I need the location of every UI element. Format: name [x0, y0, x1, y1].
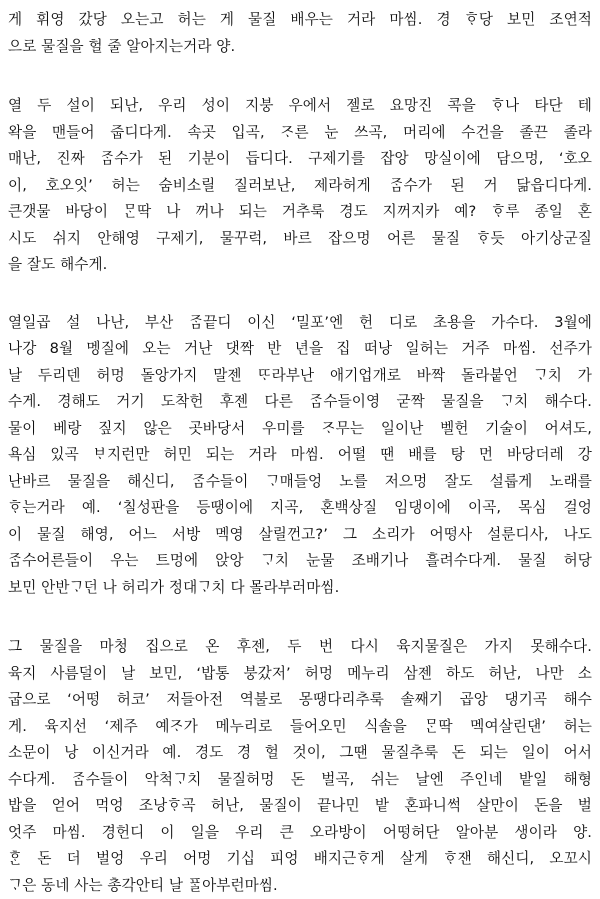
text-line: 시도 쉬지 안해영 구제기, 물꾸럭, 바르 잡으멍 어른 물질 ᄒᆞ듯 아기상군질 [8, 226, 592, 253]
text-line: 으로 물질을 헐 줄 알아지는거라 양. [8, 34, 592, 61]
text-line: 소문이 낭 이신거라 예. 경도 경 헐 것이, 그땐 물질추룩 돈 되는 일이 어서 [8, 740, 592, 767]
text-line: 물이 베랑 짚지 않은 곳바당서 우미를 ᄌᆞ무는 일이난 벨헌 기술이 어셔도, [8, 416, 592, 443]
paragraph-2 [8, 93, 592, 279]
text-line: ᄀᆞ은 동네 사는 총각안티 날 ᄑᆞᆯ아부런마씸. [8, 873, 592, 899]
paragraph-spacer [8, 601, 592, 634]
text-line: 나강 8월 멩질에 오는 거난 댓짝 반 년을 집 떠낭 일허는 거주 마씸. 선주가 [8, 336, 592, 363]
text-line: 수게. 경해도 거기 도착헌 후젠 다른 ᄌᆞᆷ수들이영 굳짝 물질을 ᄀᆞ치 해수다. [8, 389, 592, 416]
text-line: 굽으로 ‘어떵 허코’ 저들아전 역불로 몽땡다리추룩 솔째기 곱앙 댕기곡 해수 [8, 687, 592, 714]
text-line: 왁을 맨들어 줍디다게. 속곳 입곡, ᄌᆞ른 눈 쓰곡, 머리에 수건을 졸끈 졸라 [8, 120, 592, 147]
text-line: ᄒᆞ는거라 예. ‘칠성판을 등땡이에 지곡, 혼백상질 임댕이에 이곡, 목심 걸엉 [8, 495, 592, 522]
text-line: 난바르 물질을 해신디, ᄌᆞᆷ수들이 ᄀᆞ매들엉 노를 저으멍 잘도 설룹게 노래를 [8, 469, 592, 496]
text-line: 게 휘영 갔당 오는고 허는 게 물질 배우는 거라 마씸. 경 ᄒᆞ당 보민 조연적 [8, 7, 592, 34]
paragraph-1 [8, 7, 592, 60]
text-line: 이, 호오잇’ 허는 숨비소릴 질러보난, 제라허게 ᄌᆞᆷ수가 된 거 닮읍디다게. [8, 173, 592, 200]
paragraph-3 [8, 310, 592, 602]
text-line: 매난, 진짜 ᄌᆞᆷ수가 된 기분이 듭디다. 구제기를 잡앙 망실이에 담으멍, ‘호오 [8, 146, 592, 173]
text-line: 육지 사름덜이 날 보민, ‘밥통 붕갔저’ 허멍 메누리 삼젠 하도 허난, 나만 소 [8, 661, 592, 688]
text-line: ᄌᆞᆷ수어른들이 우는 트멍에 앉앙 ᄀᆞ치 눈물 조배기나 흘려수다게. 물질 허당 [8, 548, 592, 575]
paragraph-4 [8, 634, 592, 899]
text-line: 이 물질 해영, 어느 서방 멕영 살릴껀고?’ 그 소리가 어떵사 설룬디사, 나도 [8, 522, 592, 549]
text-line: ᄒᆞᆫ 돈 더 벌엉 우리 어멍 기십 피엉 배지근ᄒᆞ게 살게 ᄒᆞ잰 해신디, 오꼬시 [8, 846, 592, 873]
text-line: 욕심 있곡 ᄇᆞ지런만 허민 되는 거라 마씸. 어떨 땐 배를 탕 먼 바당더레 강 [8, 442, 592, 469]
text-line: 큰갯물 바당이 ᄆᆞᆫ딱 나 꺼나 되는 거추룩 경도 지꺼지카 예? ᄒᆞ루 종일 혼 [8, 199, 592, 226]
text-line: 그 물질을 마청 집으로 온 후젠, 두 번 다시 육지물질은 가지 못해수다. [8, 634, 592, 661]
text-line: 게. 육지선 ‘제주 예ᄌᆞ가 메누리로 들어오민 식솔을 ᄆᆞᆫ딱 멕여살린댄’ 허는 [8, 714, 592, 741]
text-line: 엇주 마씸. 경헌디 이 일을 우리 큰 오라방이 어떵허단 알아분 생이라 양. [8, 820, 592, 847]
text-line: 열 두 설이 되난, 우리 성이 지붕 우에서 젤로 요망진 콕을 ᄒᆞ나 타단 테 [8, 93, 592, 120]
text-line: 수다게. ᄌᆞᆷ수들이 악척ᄀᆞ치 물질허멍 돈 벌곡, 쉬는 날엔 주인네 밭일 해형 [8, 767, 592, 794]
text-line: 열일곱 설 나난, 부산 ᄌᆞᆷ끝디 이신 ‘밀포’엔 헌 디로 초용을 가수다. 3월에 [8, 310, 592, 337]
text-line: 밥을 얻어 먹엉 조낭ᄒᆞ곡 허난, 물질이 끝나민 밭 혼파니썩 살만이 돈을 벌 [8, 793, 592, 820]
paragraph-spacer [8, 60, 592, 93]
text-line: 보민 안반ᄀᆞ던 나 허리가 정대ᄀᆞ치 다 몰라부러마씸. [8, 575, 592, 602]
text-line: 을 잘도 해수게. [8, 252, 592, 279]
text-line: 날 두리덴 허멍 돌앙가지 말젠 ᄄᆞ라부난 애기업개로 바짝 돌라붙언 ᄀᆞ치 가 [8, 363, 592, 390]
paragraph-spacer [8, 279, 592, 310]
